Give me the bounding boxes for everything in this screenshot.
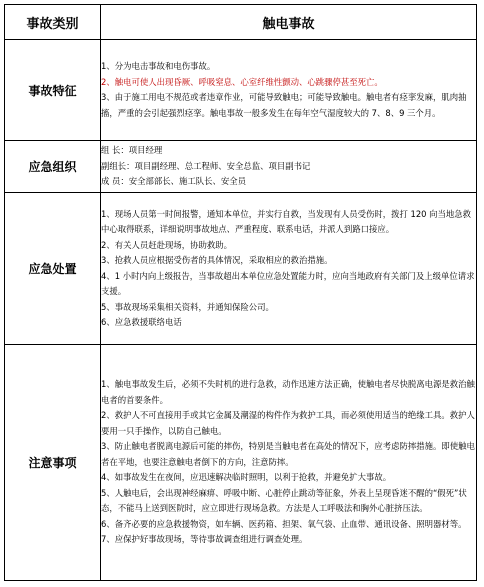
role-members: 项目副经理、总工程师、安全总监、项目副书记 — [134, 160, 311, 171]
response-item: 1、现场人员第一时间报警，通知本单位，并实行自救，当发现有人员受伤时，拨打 120 向当地急救中心取得联系，详细说明事故地点、严重程度、联系电话，并派人到路口接应。 — [101, 208, 472, 234]
header-row — [5, 5, 477, 40]
role-label: 成 员 — [101, 176, 121, 187]
precautions-item: 7、应保护好事故现场，等待事故调查组进行调查处理。 — [101, 534, 308, 545]
organization-content — [101, 141, 477, 193]
role-members: 项目经理 — [128, 145, 163, 156]
response-label: 应急处置 — [5, 193, 101, 345]
response-row — [5, 193, 477, 345]
precautions-item: 6、备齐必要的应急救援物资，如车辆、医药箱、担架、氧气袋、止血带、通讯设备、照明器材等。 — [101, 518, 467, 529]
precautions-item: 3、防止触电者脱离电源后可能的摔伤，特别是当触电者在高处的情况下，应考虑防摔措施。即使触电者在平地，也要注意触电者倒下的方向，注意防摔。 — [101, 441, 475, 467]
organization-row — [5, 141, 477, 193]
features-label: 事故特征 — [5, 40, 101, 141]
features-item: 2、触电可使人出现昏厥、呼吸窒息、心室纤维性颤动、心跳骤停甚至死亡。 — [101, 76, 383, 87]
response-content — [101, 193, 477, 345]
precautions-row — [5, 345, 477, 581]
precautions-content — [101, 345, 477, 581]
response-item: 6、应急救援联络电话 — [101, 317, 182, 327]
response-item: 2、有关人员赶赴现场，协助救助。 — [101, 239, 232, 250]
organization-row-members: 成 员：安全部部长、施工队长、安全员 — [101, 176, 247, 187]
organization-row-deputy: 副组长：项目副经理、总工程师、安全总监、项目副书记 — [101, 160, 311, 171]
precautions-item: 2、救护人不可直接用手或其它金属及潮湿的构件作为救护工具，而必须使用适当的绝缘工具。救护人要用一只手操作，以防自己触电。 — [101, 410, 475, 436]
features-item: 3、由于施工用电不规范或者违章作业，可能导致触电；可能导致触电。触电者有痉挛发麻，肌肉抽搐，严重的会引起强烈痉挛。触电事故一般多发生在每年空气湿度较大的 7、8、9 三个月。 — [101, 92, 467, 118]
features-row — [5, 40, 477, 141]
response-item: 3、抢救人员应根据受伤者的具体情况，采取相应的救治措施。 — [101, 255, 333, 265]
title-header: 触电事故 — [101, 5, 477, 40]
precautions-label: 注意事项 — [5, 345, 101, 581]
category-header: 事故类别 — [5, 5, 101, 40]
role-label: 副组长 — [101, 160, 127, 171]
response-item: 5、事故现场采集相关资料，并通知保险公司。 — [101, 301, 274, 312]
response-item: 4、1 小时内向上级报告，当事故超出本单位应急处置能力时，应向当地政府有关部门及上级单位请求支援。 — [101, 270, 475, 296]
organization-label: 应急组织 — [5, 141, 101, 193]
accident-table — [4, 4, 477, 581]
organization-row-leader: 组 长：项目经理 — [101, 145, 163, 156]
role-label: 组 长 — [101, 145, 121, 156]
role-members: 安全部部长、施工队长、安全员 — [128, 176, 247, 187]
features-item: 1、分为电击事故和电伤事故。 — [101, 61, 216, 71]
precautions-item: 4、如事故发生在夜间，应迅速解决临时照明，以利于抢救，并避免扩大事故。 — [101, 472, 392, 483]
features-content — [101, 40, 477, 141]
precautions-item: 1、触电事故发生后，必须不失时机的进行急救，动作迅速方法正确，使触电者尽快脱离电源是救治触电者的首要条件。 — [101, 379, 475, 405]
precautions-item: 5、人触电后，会出现神经麻痹、呼吸中断、心脏停止跳动等征象，外表上呈现昏迷不醒的“假死”状态，不能马上送到医院时，应立即进行现场急救。方法是人工呼吸法和胸外心脏挤压法。 — [101, 487, 467, 514]
